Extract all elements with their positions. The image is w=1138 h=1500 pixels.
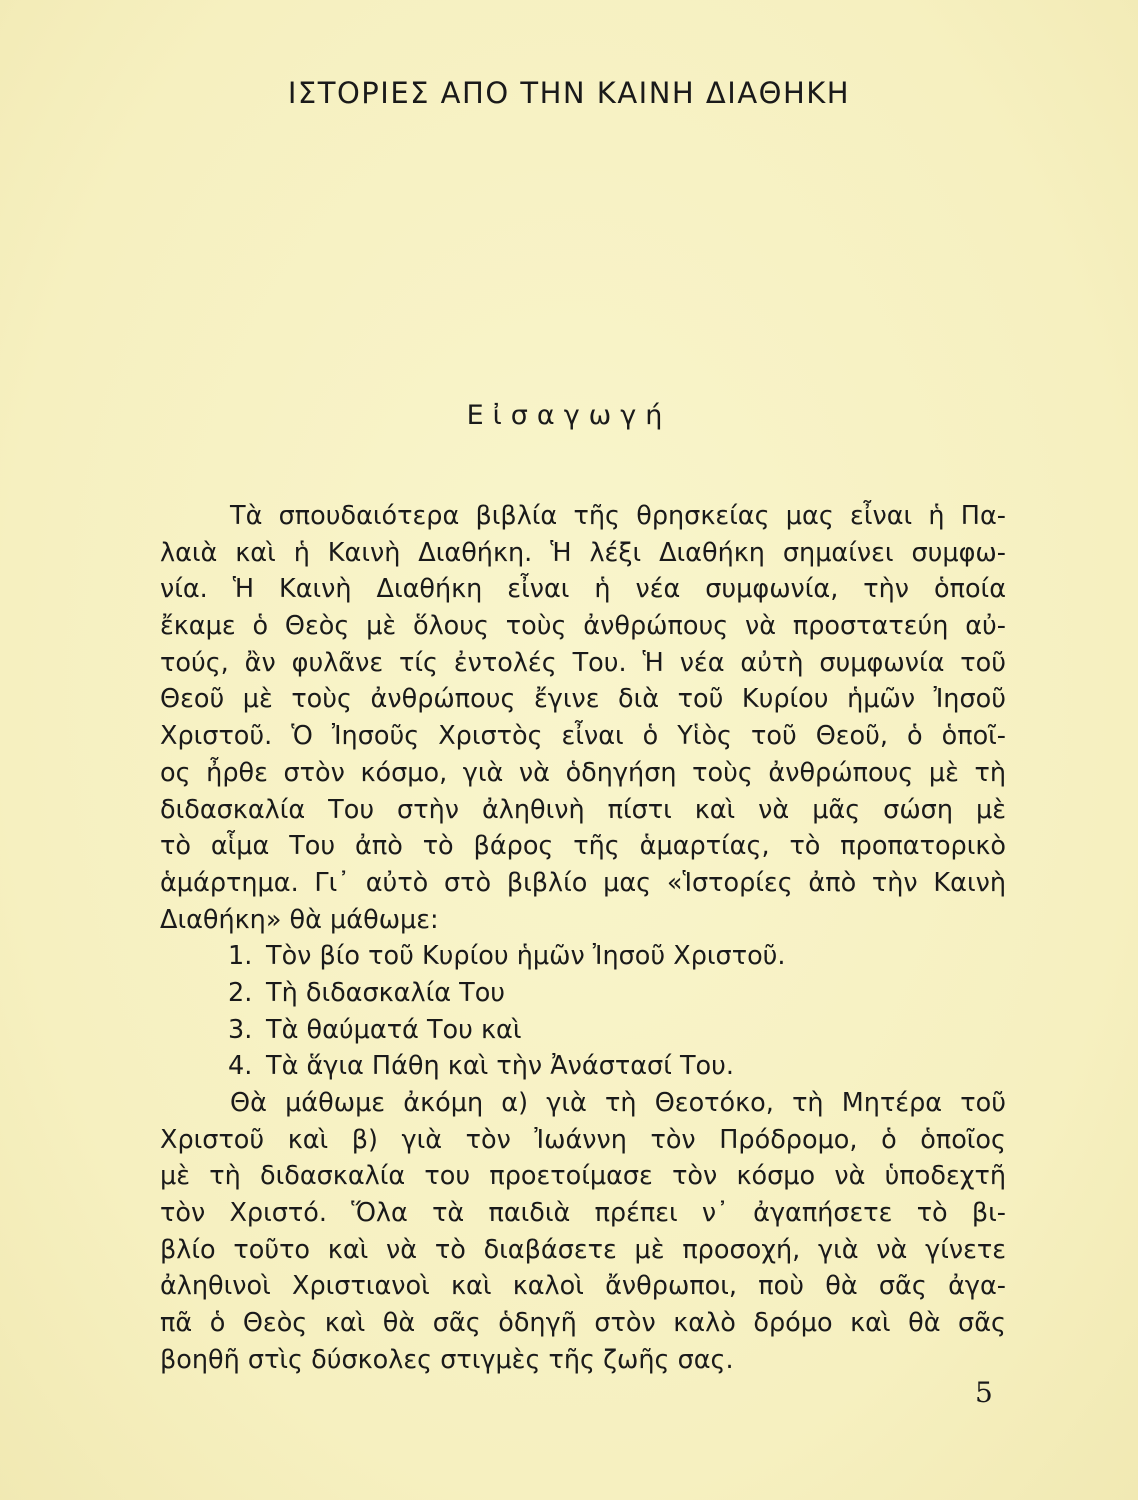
paragraph-2 xyxy=(160,1085,1006,1379)
list-text: Τὰ θαύματά Του καὶ xyxy=(266,1014,522,1045)
list-text: Τὸν βίο τοῦ Κυρίου ἡμῶν Ἰησοῦ Χριστοῦ. xyxy=(266,941,786,972)
paragraph-1 xyxy=(160,498,1006,938)
section-title: Εἰσαγωγή xyxy=(466,400,672,431)
text-line: νία. Ἡ Καινὴ Διαθήκη εἶναι ἡ νέα συμφωνία, τὴν ὁποία xyxy=(160,574,1006,605)
list-text: Τὰ ἅγια Πάθη καὶ τὴν Ἀνάστασί Του. xyxy=(266,1051,734,1082)
list-item xyxy=(160,975,1006,1012)
text-line: Διαθήκη» θὰ μάθωμε: xyxy=(160,904,439,935)
numbered-list xyxy=(160,938,1006,1085)
list-number: 1. xyxy=(228,941,253,972)
text-line: ἀληθινοὶ Χριστιανοὶ καὶ καλοὶ ἄνθρωποι, ποὺ θὰ σᾶς ἀγα- xyxy=(160,1271,1006,1302)
list-item xyxy=(160,1012,1006,1049)
text-line: Χριστοῦ καὶ β) γιὰ τὸν Ἰωάννη τὸν Πρόδρομο, ὁ ὁποῖος xyxy=(160,1124,1006,1155)
text-line: μὲ τὴ διδασκαλία του προετοίμασε τὸν κόσμο νὰ ὑποδεχτῆ xyxy=(160,1161,1006,1192)
text-line: Θεοῦ μὲ τοὺς ἀνθρώπους ἔγινε διὰ τοῦ Κυρίου ἡμῶν Ἰησοῦ xyxy=(160,684,1006,715)
text-line: ἔκαμε ὁ Θεὸς μὲ ὅλους τοὺς ἀνθρώπους νὰ προστατεύη αὐ- xyxy=(160,611,1006,642)
list-number: 2. xyxy=(228,977,253,1008)
page-number: 5 xyxy=(975,1376,993,1409)
text-line: τούς, ἂν φυλᾶνε τίς ἐντολές Του. Ἡ νέα αὐτὴ συμφωνία τοῦ xyxy=(160,647,1006,678)
running-head: ΙΣΤΟΡΙΕΣ ΑΠΟ ΤΗΝ ΚΑΙΝΗ ΔΙΑΘΗΚΗ xyxy=(287,76,851,110)
text-line: Χριστοῦ. Ὁ Ἰησοῦς Χριστὸς εἶναι ὁ Υἱὸς τοῦ Θεοῦ, ὁ ὁποῖ- xyxy=(160,721,1006,752)
list-text: Τὴ διδασκαλία Του xyxy=(266,977,506,1008)
text-line: ἁμάρτημα. Γι᾽ αὐτὸ στὸ βιβλίο μας «Ἱστορίες ἀπὸ τὴν Καινὴ xyxy=(160,867,1006,898)
text-line: πᾶ ὁ Θεὸς καὶ θὰ σᾶς ὁδηγῆ στὸν καλὸ δρόμο καὶ θὰ σᾶς xyxy=(160,1308,1006,1339)
list-number: 4. xyxy=(228,1051,253,1082)
text-line: διδασκαλία Του στὴν ἀληθινὴ πίστι καὶ νὰ μᾶς σώση μὲ xyxy=(160,794,1006,825)
text-line: λαιὰ καὶ ἡ Καινὴ Διαθήκη. Ἡ λέξι Διαθήκη σημαίνει συμφω- xyxy=(160,537,1006,568)
text-line: τὸ αἷμα Του ἀπὸ τὸ βάρος τῆς ἁμαρτίας, τὸ προπατορικὸ xyxy=(160,831,1006,862)
list-number: 3. xyxy=(228,1014,253,1045)
body-text xyxy=(160,498,1006,1379)
list-item xyxy=(160,938,1006,975)
text-line: Τὰ σπουδαιότερα βιβλία τῆς θρησκείας μας εἶναι ἡ Πα- xyxy=(230,501,1006,531)
text-line: Θὰ μάθωμε ἀκόμη α) γιὰ τὴ Θεοτόκο, τὴ Μητέρα τοῦ xyxy=(230,1088,1006,1118)
text-line: βλίο τοῦτο καὶ νὰ τὸ διαβάσετε μὲ προσοχή, γιὰ νὰ γίνετε xyxy=(160,1234,1006,1265)
text-line: βοηθῆ στὶς δύσκολες στιγμὲς τῆς ζωῆς σας. xyxy=(160,1344,734,1375)
text-line: ος ἦρθε στὸν κόσμο, γιὰ νὰ ὁδηγήση τοὺς ἀνθρώπους μὲ τὴ xyxy=(160,757,1006,788)
text-line: τὸν Χριστό. Ὅλα τὰ παιδιὰ πρέπει ν᾽ ἀγαπήσετε τὸ βι- xyxy=(160,1198,1006,1229)
list-item xyxy=(160,1048,1006,1085)
